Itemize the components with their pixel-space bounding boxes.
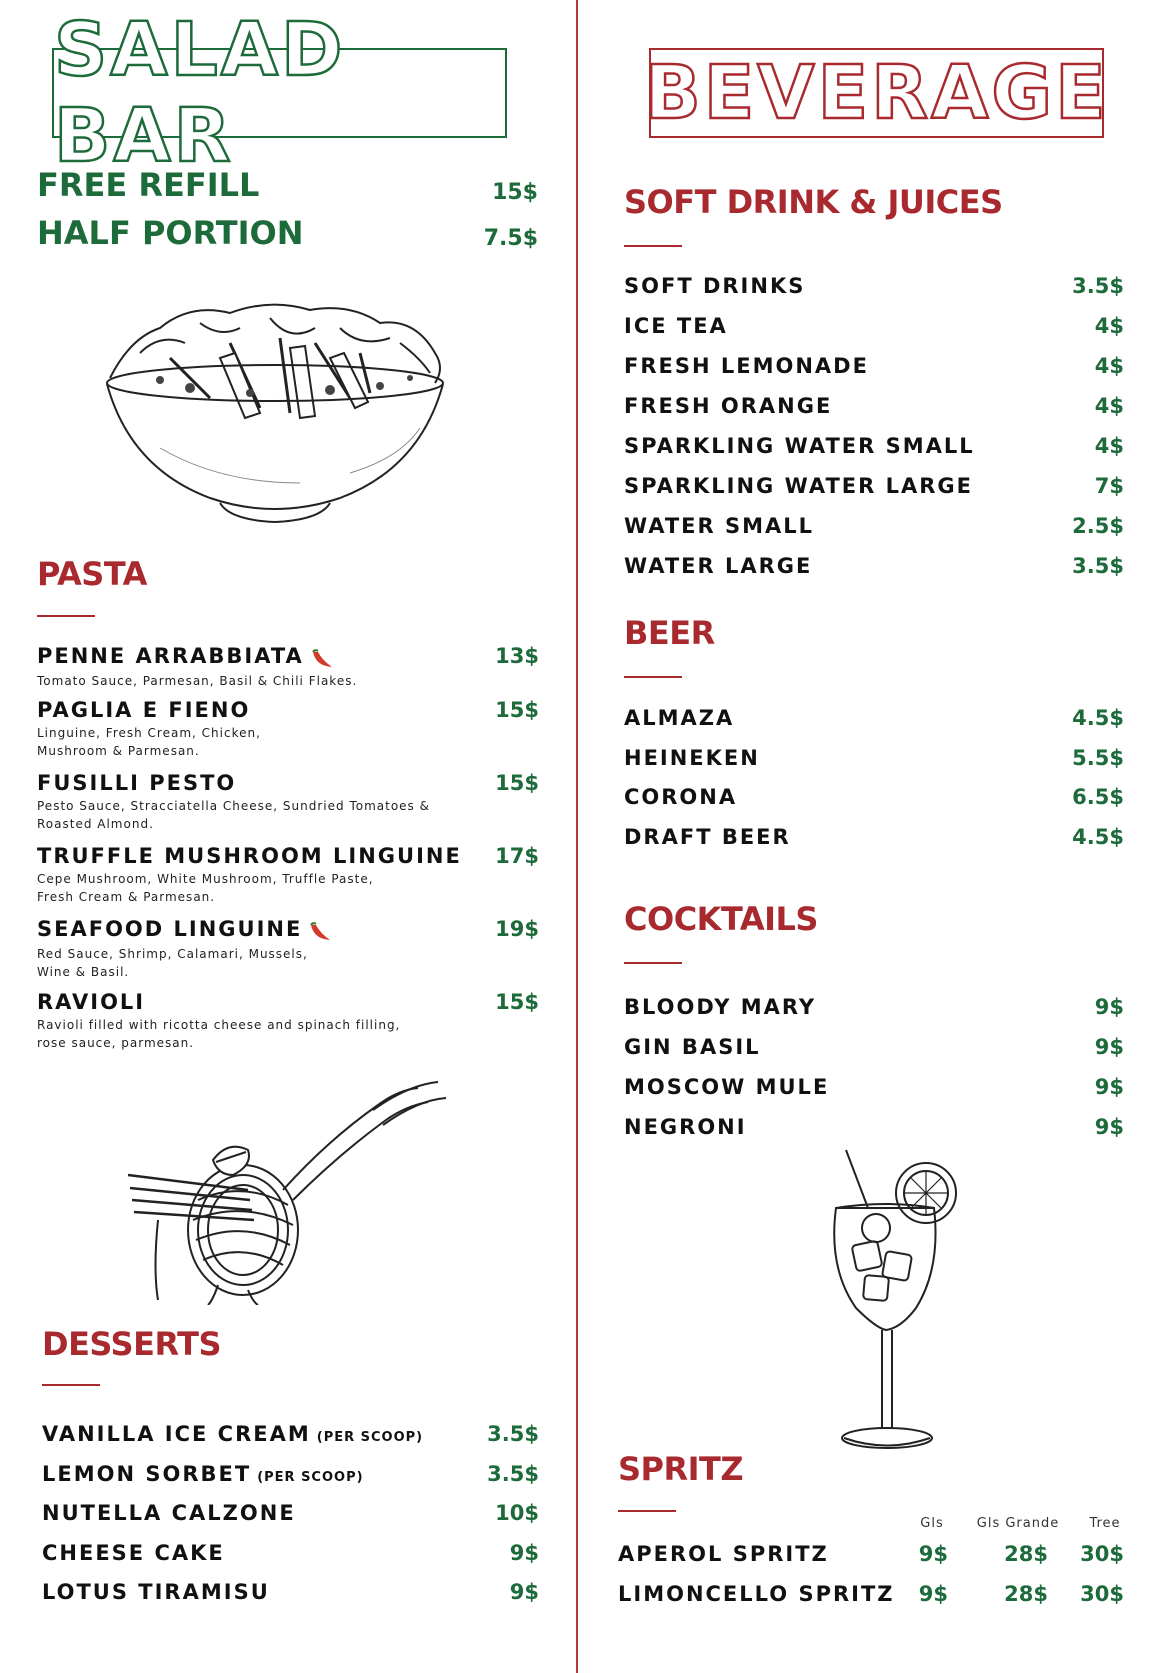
menu-item-water-small [624,514,1124,538]
salad-bar-title-box [52,7,507,179]
item-price: 15$ [495,771,539,795]
item-name: NUTELLA CALZONE [42,1501,296,1525]
salad-bar-title: SALAD BAR [54,7,346,179]
menu-item-nutella-calzone [42,1501,539,1525]
item-name: FUSILLI PESTO [37,771,237,795]
beverage-title: BEVERAGE [644,50,1109,136]
item-description: Ravioli filled with ricotta cheese and spinach filling, rose sauce, parmesan. [37,1018,401,1050]
cocktails-rule [624,962,682,964]
item-price: 3.5$ [487,1462,539,1486]
menu-item-bloody-mary [624,995,1124,1019]
item-price: 4.5$ [1072,825,1124,849]
item-description: Pesto Sauce, Stracciatella Cheese, Sundried Tomatoes & Roasted Almond. [37,799,430,831]
soft-drinks-rule [624,245,682,247]
free-refill-label: FREE REFILL [37,166,260,204]
spritz-rule [618,1510,676,1512]
menu-item-lotus-tiramisu [42,1580,539,1604]
menu-item-negroni [624,1115,1124,1139]
half-portion-label: HALF PORTION [37,214,304,252]
column-divider [576,0,578,1673]
menu-item-ice-tea [624,314,1124,338]
item-name: MOSCOW MULE [624,1075,830,1099]
item-price: 3.5$ [487,1422,539,1446]
item-name: FRESH ORANGE [624,394,833,418]
menu-item-cheese-cake [42,1541,539,1565]
spritz-col-gls: Gls [920,1516,944,1531]
item-price: 4$ [1094,354,1124,378]
cocktail-glass-illustration [826,1148,966,1458]
menu-item-truffle-mushroom-linguine [37,844,539,906]
item-price: 3.5$ [1072,554,1124,578]
menu-item-soft-drinks [624,274,1124,298]
item-price: 4.5$ [1072,706,1124,730]
aperol-price-tree: 30$ [1080,1542,1124,1566]
item-name: SPARKLING WATER SMALL [624,434,975,458]
menu-item-penne-arrabbiata [37,644,539,690]
item-price: 4$ [1094,394,1124,418]
aperol-price-gls: 9$ [918,1542,948,1566]
item-price: 9$ [509,1580,539,1604]
item-price: 4$ [1094,314,1124,338]
limoncello-price-tree: 30$ [1080,1582,1124,1606]
menu-item-gin-basil [624,1035,1124,1059]
menu-item-corona [624,785,1124,809]
item-price: 7$ [1094,474,1124,498]
salad-bowl-illustration [100,298,450,533]
menu-item-sparkling-water-large [624,474,1124,498]
menu-item-fresh-lemonade [624,354,1124,378]
cocktails-heading: COCKTAILS [624,900,818,938]
item-name: GIN BASIL [624,1035,761,1059]
item-price: 6.5$ [1072,785,1124,809]
spritz-col-gls-grande: Gls Grande [976,1516,1060,1531]
item-name: PAGLIA E FIENO [37,698,251,722]
desserts-heading: DESSERTS [42,1325,222,1363]
item-description: Red Sauce, Shrimp, Calamari, Mussels, Wine & Basil. [37,946,308,979]
item-name: WATER LARGE [624,554,813,578]
item-price: 5.5$ [1072,746,1124,770]
aperol-price-gls-grande: 28$ [1004,1542,1048,1566]
menu-item-paglia-e-fieno [37,698,539,760]
item-price: 9$ [509,1541,539,1565]
item-name: TRUFFLE MUSHROOM LINGUINE [37,844,462,868]
menu-item-ravioli [37,990,539,1052]
menu-item-almaza [624,706,1124,730]
item-price: 13$ [495,644,539,668]
free-refill-price: 15$ [492,180,538,205]
beer-heading: BEER [624,614,715,652]
item-name: NEGRONI [624,1115,747,1139]
item-name: RAVIOLI [37,990,146,1014]
menu-item-seafood-linguine [37,917,539,981]
item-name: DRAFT BEER [624,825,791,849]
item-description: Linguine, Fresh Cream, Chicken, Mushroom & Parmesan. [37,726,261,758]
menu-item-fusilli-pesto [37,771,539,833]
item-description: Cepe Mushroom, White Mushroom, Truffle Paste, Fresh Cream & Parmesan. [37,872,374,904]
item-price: 4$ [1094,434,1124,458]
menu-item-water-large [624,554,1124,578]
item-price: 3.5$ [1072,274,1124,298]
item-price: 9$ [1094,1035,1124,1059]
spritz-heading: SPRITZ [618,1450,744,1488]
menu-item-fresh-orange [624,394,1124,418]
menu-item-sparkling-water-small [624,434,1124,458]
item-price: 10$ [495,1501,539,1525]
desserts-rule [42,1384,100,1386]
item-description: Tomato Sauce, Parmesan, Basil & Chili Flakes. [37,673,358,688]
pasta-rule [37,615,95,617]
item-name: ICE TEA [624,314,728,338]
item-price: 15$ [495,698,539,722]
item-name: SEAFOOD LINGUINE [37,917,303,941]
menu-item-moscow-mule [624,1075,1124,1099]
item-name: FRESH LEMONADE [624,354,869,378]
item-name: BLOODY MARY [624,995,817,1019]
menu-item-vanilla-ice-cream [42,1422,539,1446]
item-price: 17$ [495,844,539,868]
item-name: ALMAZA [624,706,735,730]
menu-item-heineken [624,746,1124,770]
pasta-heading: PASTA [37,555,147,593]
spritz-col-tree: Tree [1089,1516,1121,1531]
item-price: 9$ [1094,995,1124,1019]
item-name: HEINEKEN [624,746,760,770]
item-suffix: (PER SCOOP) [316,1430,424,1445]
item-name: CHEESE CAKE [42,1541,225,1565]
item-price: 9$ [1094,1075,1124,1099]
menu-item-lemon-sorbet [42,1462,539,1486]
beverage-title-box [644,48,1109,138]
item-name: VANILLA ICE CREAM [42,1422,311,1446]
item-name: LOTUS TIRAMISU [42,1580,270,1604]
pasta-fork-illustration [128,1080,448,1305]
limoncello-price-gls: 9$ [918,1582,948,1606]
beer-rule [624,676,682,678]
chili-icon [308,921,334,943]
spritz-item-aperol: APEROL SPRITZ [618,1542,829,1566]
half-portion-price: 7.5$ [483,226,538,251]
item-name: SOFT DRINKS [624,274,806,298]
item-price: 19$ [495,917,539,941]
item-name: WATER SMALL [624,514,815,538]
item-name: LEMON SORBET [42,1462,252,1486]
item-name: PENNE ARRABBIATA [37,644,304,668]
item-name: SPARKLING WATER LARGE [624,474,973,498]
item-price: 9$ [1094,1115,1124,1139]
limoncello-price-gls-grande: 28$ [1004,1582,1048,1606]
menu-item-draft-beer [624,825,1124,849]
soft-drinks-heading: SOFT DRINK & JUICES [624,183,1003,221]
item-price: 2.5$ [1072,514,1124,538]
item-price: 15$ [495,990,539,1014]
item-suffix: (PER SCOOP) [257,1470,364,1485]
spritz-item-limoncello: LIMONCELLO SPRITZ [618,1582,895,1606]
chili-icon [310,648,336,670]
item-name: CORONA [624,785,738,809]
